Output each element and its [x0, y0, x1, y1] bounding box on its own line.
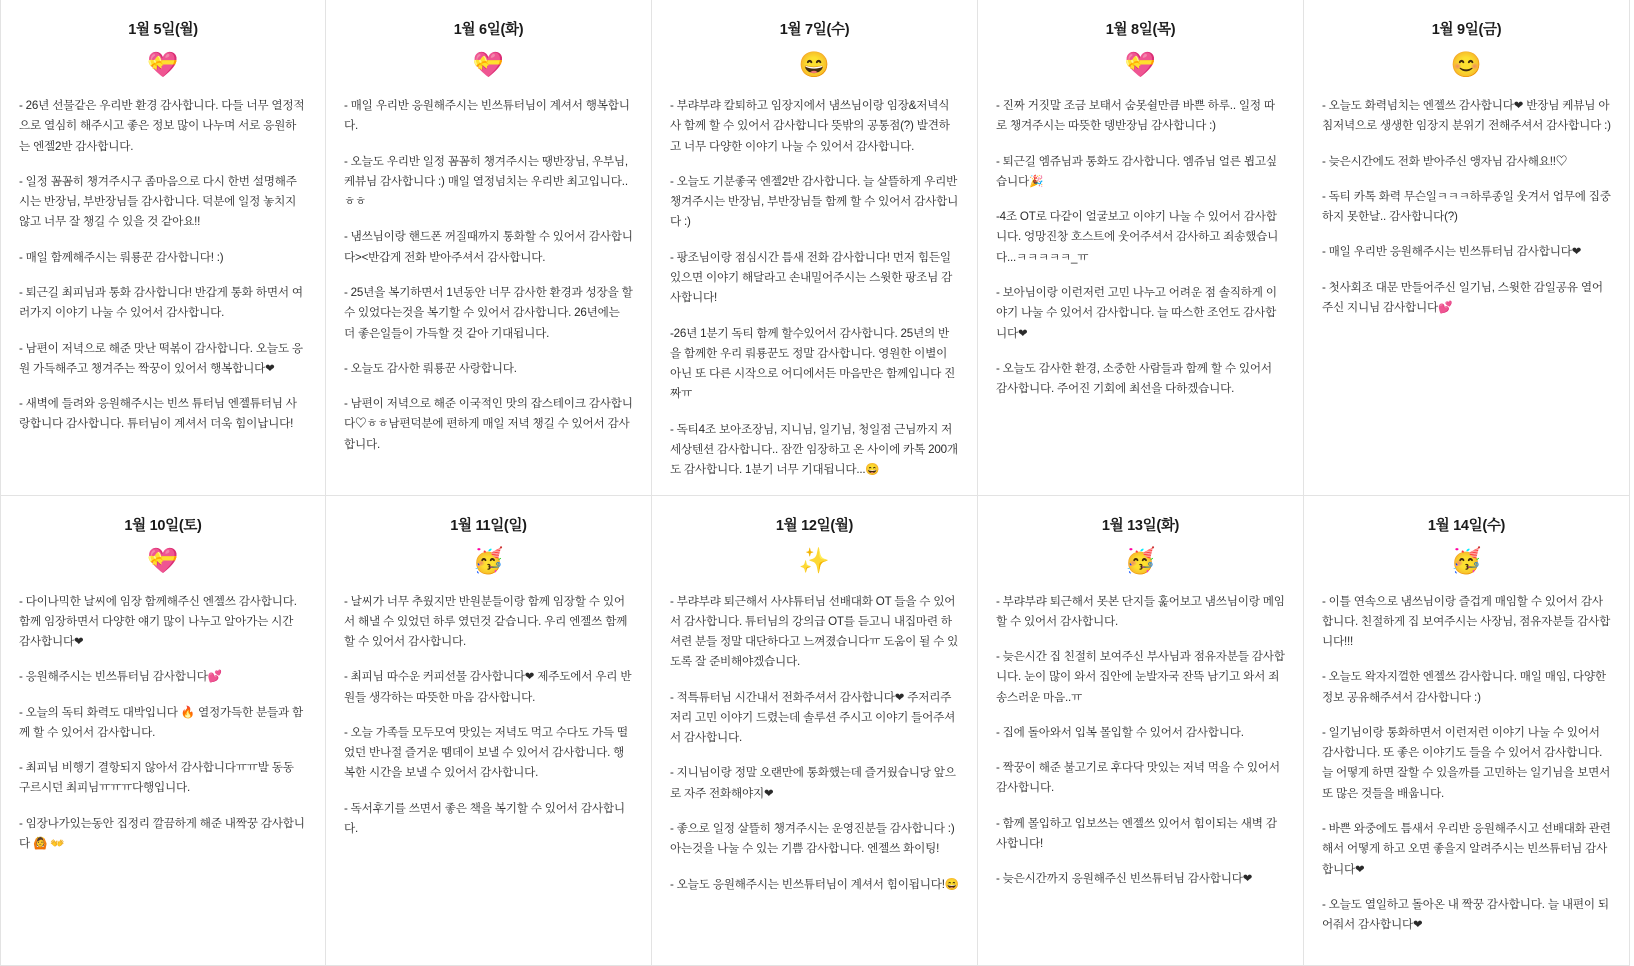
gratitude-entry: - 부랴부랴 칼퇴하고 임장지에서 냄쓰님이랑 임장&저녁식사 함께 할 수 있어서 감사합니다 뜻밖의 공통점(?) 발견하고 너무 다양한 이야기 나눌 수 있어서 감사합니다. [670, 99, 950, 153]
party-face-icon: 🥳 [472, 546, 505, 575]
gratitude-entry: - 좋으로 일정 살뜰히 챙겨주시는 운영진분들 감사합니다 :) 아는것을 나눌 수 있는 기쁨 감사합니다. 엔젤쓰 화이팅! [670, 822, 955, 856]
gratitude-entry: - 오늘도 화력넘치는 엔젤쓰 감사합니다❤ 반장님 케뷰님 아침저녁으로 생생한 임장지 분위기 전해주셔서 감사합니다 :) [1322, 99, 1611, 133]
gratitude-entry: - 퇴근길 최피님과 통화 감사합니다! 반갑게 통화 하면서 여러가지 이야기 나눌 수 있어서 감사합니다. [19, 285, 303, 320]
sparkles-icon: ✨ [798, 546, 831, 575]
heart-with-ribbon-icon: 💝 [147, 51, 179, 79]
gratitude-entry: - 매일 우리반 응원해주시는 빈쓰튜터님이 계셔서 행복합니다. [344, 99, 630, 133]
gratitude-entry: - 일정 꼼꼼히 챙겨주시구 좀마음으로 다시 한번 설명해주시는 반장님, 부반장님들 감사합니다. 덕분에 일정 놓치지 않고 너무 잘 챙길 수 있을 것 같아요!! [19, 174, 297, 229]
party-face-icon: 🥳 [1124, 546, 1157, 575]
day-card [1304, 0, 1630, 496]
day-card-title: 1월 9일(금) [1431, 22, 1502, 38]
day-card [652, 496, 978, 966]
gratitude-entry: - 오늘도 열일하고 돌아온 내 짝꿍 감사합니다. 늘 내편이 되어줘서 감사합니다❤ [1322, 897, 1609, 932]
gratitude-entry: - 매일 함께해주시는 뤄룡꾼 감사합니다! :) [19, 250, 224, 264]
gratitude-entry: - 바쁜 와중에도 틈새서 우리반 응원해주시고 선배대화 관련해서 어떻게 하고 오면 좋을지 알려주시는 빈쓰튜터님 감사합니다❤ [1322, 822, 1611, 876]
day-card [978, 0, 1304, 496]
day-card-title: 1월 12일(월) [775, 517, 854, 534]
gratitude-entry: - 독티 카톡 화력 무슨일ㅋㅋㅋ하루종일 웃겨서 업무에 집중하지 못한날.. 감사합니다(?) [1322, 189, 1611, 224]
day-card-title: 1월 14일(수) [1427, 517, 1506, 534]
day-card [1304, 496, 1630, 966]
day-card-title: 1월 7일(수) [779, 22, 850, 38]
heart-with-ribbon-icon: 💝 [472, 51, 505, 79]
gratitude-entry: - 늦은시간에도 전화 받아주신 앵자님 감사해요!!♡ [1322, 154, 1568, 168]
day-card-title: 1월 8일(목) [1105, 22, 1176, 38]
party-face-icon: 🥳 [1450, 546, 1483, 575]
day-card-title: 1월 6일(화) [453, 22, 524, 38]
gratitude-entry: - 부랴부랴 퇴근해서 사샤튜터님 선배대화 OT 들을 수 있어서 감사합니다. 튜터님의 강의급 OT를 듣고니 내집마련 하셔련 분들 정말 대단하다고 느껴졌습니다ㅠ 도움이 될 수 있도록 잘 준비해야겠습니다. [670, 594, 959, 669]
gratitude-entry: - 오늘도 우리반 일정 꼼꼼히 챙겨주시는 땡반장님, 우부님, 케뷰님 감사합니다 :) 매일 열정넘치는 우리반 최고입니다..ㅎㅎ [344, 154, 628, 209]
gratitude-entry: - 오늘의 독티 화력도 대박입니다 🔥 열정가득한 분들과 함께 할 수 있어서 감사합니다. [19, 705, 304, 739]
heart-with-ribbon-icon: 💝 [147, 546, 179, 575]
gratitude-entry: - 늦은시간 집 친절히 보여주신 부사님과 점유자분들 감사합니다. 눈이 많이 와서 집안에 눈발자국 잔뜩 남기고 와서 죄송스러운 마음..ㅠ [996, 650, 1285, 704]
gratitude-entry: - 오늘도 감사한 뤄룡꾼 사랑합니다. [344, 361, 517, 375]
gratitude-entry: - 남편이 저녁으로 해준 이국적인 맛의 잡스테이크 감사합니다♡ㅎㅎ남편덕분에 편하게 매일 저녁 챙길 수 있어서 감사합니다. [344, 397, 633, 451]
gratitude-entry: - 26년 선물같은 우리반 환경 감사합니다. 다들 너무 열정적으로 열심히 해주시고 좋은 정보 많이 나누며 서로 응원하는 엔젤2반 감사합니다. [19, 99, 305, 153]
day-card [326, 496, 652, 966]
gratitude-entry: - 짝꿍이 해준 불고기로 후다닥 맛있는 저녁 먹을 수 있어서 감사합니다. [996, 761, 1280, 795]
gratitude-entry: -26년 1분기 독티 함께 할수있어서 감사합니다. 25년의 반을 함께한 우리 뤄룡꾼도 정말 감사합니다. 영원한 이별이 아닌 또 다른 시작으로 어디에서든 마음만은 함께입니다 진짜ㅠ [670, 326, 956, 401]
gratitude-entry: - 오늘도 기분좋국 엔젤2반 감사합니다. 늘 살뜰하게 우리반 챙겨주시는 반장님, 부반장님들 함께 할 수 있어서 감사합니다 :) [670, 174, 959, 229]
gratitude-entry: - 임장나가있는동안 집정리 깔끔하게 해준 내짝꿍 감사합니다 🙆 👐 [19, 816, 305, 851]
gratitude-entry: - 늦은시간까지 응원해주신 빈쓰튜터님 감사합니다❤ [996, 872, 1253, 886]
gratitude-entry: - 부랴부랴 퇴근해서 못본 단지들 훑어보고 냄쓰님이랑 메임 할 수 있어서 감사합니다. [996, 594, 1285, 628]
gratitude-entry: - 다이나믹한 날씨에 임장 함께해주신 엔젤쓰 감사합니다. 함께 임장하면서 다양한 얘기 많이 나누고 알아가는 시간 감사합니다❤ [19, 594, 297, 649]
day-card-title: 1월 5일(월) [128, 22, 198, 38]
gratitude-entry: - 독티4조 보아조장님, 지니님, 일기님, 청일점 근님까지 저세상텐션 감사합니다.. 잠깐 임장하고 온 사이에 카톡 200개도 감사합니다. 1분기 너무 기대됩니다...😄 [670, 422, 958, 477]
gratitude-entry: - 집에 돌아와서 입복 몰입할 수 있어서 감사합니다. [996, 725, 1244, 739]
day-card [0, 496, 326, 966]
day-card [0, 0, 326, 496]
heart-with-ribbon-icon: 💝 [1124, 51, 1157, 79]
gratitude-entry: - 25년을 복기하면서 1년동안 너무 감사한 환경과 성장을 할 수 있었다는것을 복기할 수 있어서 감사합니다. 26년에는 더 좋은일들이 가득할 것 같아 기대됩니다. [344, 285, 633, 340]
gratitude-entry: - 지니님이랑 정말 오랜만에 통화했는데 즐거웠습니당 앞으로 자주 전화해야지❤ [670, 766, 956, 800]
gratitude-entry: - 남편이 저녁으로 해준 맛난 떡볶이 감사합니다. 오늘도 응원 가득해주고 챙겨주는 짝꿍이 있어서 행복합니다❤ [19, 341, 303, 375]
gratitude-entry: - 날씨가 너무 추웠지만 반원분들이랑 함께 임장할 수 있어서 해낼 수 있었던 하루 였던것 같습니다. 우리 엔젤쓰 함께할 수 있어서 감사합니다. [344, 594, 628, 649]
day-card [326, 0, 652, 496]
gratitude-entry: - 최피님 따수운 커피선물 감사합니다❤ 제주도에서 우리 반원들 생각하는 따뜻한 마음 감사합니다. [344, 670, 632, 704]
gratitude-entry: - 응원해주시는 빈쓰튜터님 감사합니다💕 [19, 670, 222, 684]
gratitude-entry: - 퇴근길 엠쥬님과 통화도 감사합니다. 엠쥬님 얼른 뵙고싶습니다🎉 [996, 154, 1277, 188]
day-card-title: 1월 13일(화) [1101, 517, 1180, 534]
gratitude-entry: -4조 OT로 다같이 얼굴보고 이야기 나눌 수 있어서 감사합니다. 엉망진창 호스트에 웃어주셔서 감사하고 죄송했습니다...ㅋㅋㅋㅋㅋ_ㅠ [996, 210, 1279, 264]
gratitude-entry: - 진짜 거짓말 조금 보태서 숨못쉴만큼 바쁜 하루.. 일정 따로 챙겨주시는 따뜻한 뎅반장님 감사합니다 :) [996, 99, 1275, 133]
gratitude-entry: - 함께 몰입하고 입보쓰는 엔젤쓰 있어서 힘이되는 새벽 감사합니다! [996, 816, 1277, 851]
day-card-title: 1월 10일(토) [124, 517, 202, 534]
gratitude-entry: - 첫사회조 대문 만들어주신 일기님, 스윗한 감일공유 열어주신 지니님 감사합니다💕 [1322, 280, 1603, 314]
gratitude-entry: - 오늘도 감사한 환경, 소중한 사람들과 함께 할 수 있어서 감사합니다. 주어진 기회에 최선을 다하겠습니다. [996, 361, 1272, 396]
gratitude-entry: - 일기님이랑 통화하면서 이런저런 이야기 나눌 수 있어서 감사합니다. 또 좋은 이야기도 들을 수 있어서 감사합니다. 늘 어떻게 하면 잘할 수 있을까를 고민하는 일기님을 보면서 또 많은 것들을 배웁니다. [1322, 725, 1611, 800]
gratitude-entry: - 보아님이랑 이런저런 고민 나누고 어려운 점 솔직하게 이야기 나눌 수 있어서 감사합니다. 늘 따스한 조언도 감사합니다❤ [996, 285, 1277, 340]
gratitude-entry: - 최피님 비행기 결항되지 않아서 감사합니다ㅠㅠ발 동동 구르시던 최피님ㅠㅠㅠ다행입니다. [19, 761, 294, 795]
gratitude-entry: - 오늘도 왁자지껄한 엔젤쓰 감사합니다. 매일 매임, 다양한 정보 공유해주셔서 감사합니다 :) [1322, 670, 1606, 704]
day-card [978, 496, 1304, 966]
week-row-2 [0, 496, 1634, 966]
smiling-face-icon: 😊 [1450, 51, 1483, 79]
gratitude-entry: - 냄쓰님이랑 핸드폰 꺼질때까지 통화할 수 있어서 감사합니다><반갑게 전화 받아주셔서 감사합니다. [344, 230, 633, 264]
gratitude-entry: - 팡조님이랑 점심시간 틈새 전화 감사합니다! 먼저 힘든일 있으면 이야기 해달라고 손내밀어주시는 스윗한 팡조님 감사합니다! [670, 250, 953, 305]
gratitude-entry: - 독서후기를 쓰면서 좋은 책을 복기할 수 있어서 감사합니다. [344, 801, 625, 836]
gratitude-entry: - 적특튜터님 시간내서 전화주셔서 감사합니다❤ 주저리주저리 고민 이야기 드렸는데 솔루션 주시고 이야기 들어주셔서 감사합니다. [670, 690, 956, 745]
gratitude-entry: - 오늘 가족들 모두모여 맛있는 저녁도 먹고 수다도 가득 떨었던 반나절 즐거운 뗌데이 보낼 수 있어서 감사합니다. 행복한 시간을 보낼 수 있어서 감사합니다. [344, 725, 628, 780]
day-card-title: 1월 11일(일) [450, 517, 527, 534]
grinning-face-icon: 😄 [798, 51, 831, 79]
day-card [652, 0, 978, 496]
gratitude-entry: - 오늘도 응원해주시는 빈쓰튜터님이 계셔서 힘이됩니다!😄 [670, 877, 960, 891]
gratitude-entry: - 매일 우리반 응원해주시는 빈쓰튜터님 감사합니다❤ [1322, 245, 1582, 259]
gratitude-entry: - 새벽에 들려와 응원해주시는 빈쓰 튜터님 엔젤튜터님 사랑합니다 감사합니다. 튜터님이 계셔서 더욱 힘이납니다! [19, 397, 297, 431]
gratitude-entry: - 이틀 연속으로 냄쓰님이랑 즐겁게 매임할 수 있어서 감사합니다. 친절하게 집 보여주시는 사장님, 점유자분들 감사합니다!!! [1322, 594, 1611, 649]
